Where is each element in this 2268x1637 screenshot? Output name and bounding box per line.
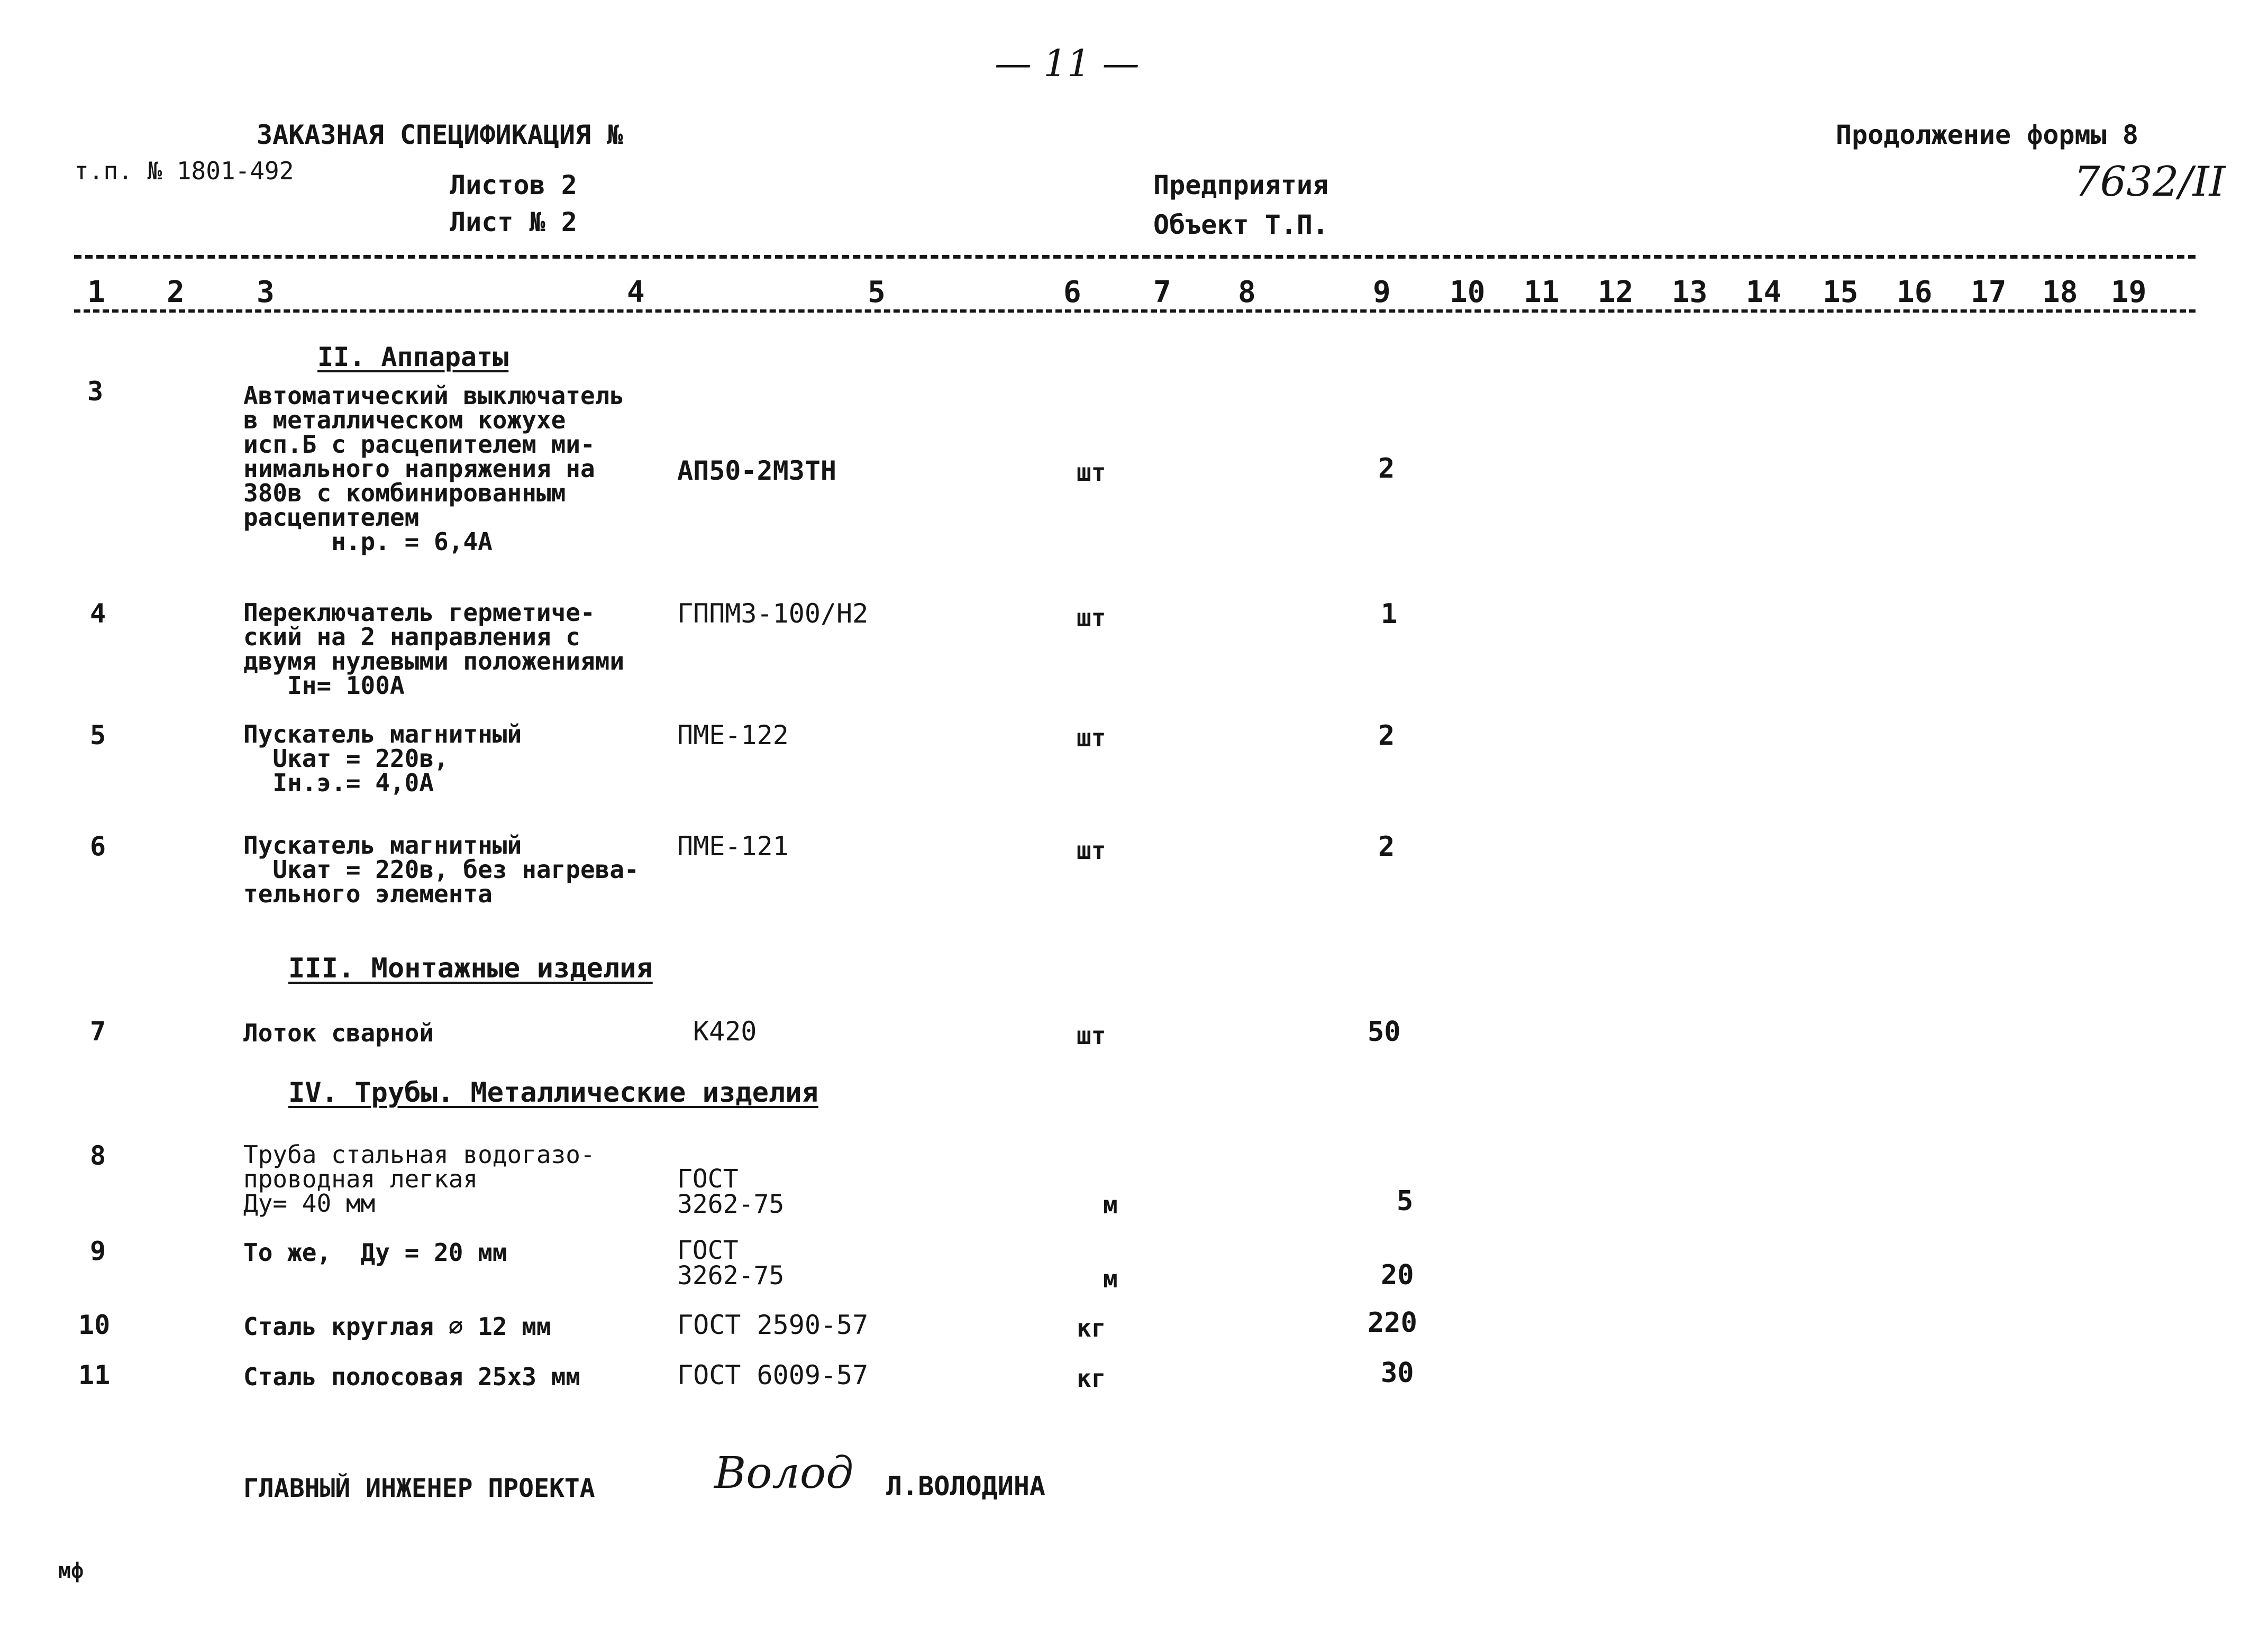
section-mounting: [288, 955, 653, 982]
col-7: 7: [1153, 275, 1171, 309]
row-3-pos: 3: [87, 376, 104, 407]
row-10-name: Сталь круглая ∅ 12 мм: [243, 1312, 551, 1341]
archive-mark: мф: [58, 1559, 84, 1583]
handwritten-code: 7632/II: [2074, 158, 2226, 206]
row-8-type: ГОСТ 3262-75: [677, 1164, 785, 1219]
row-4-unit: шт: [1077, 603, 1106, 632]
row-5-type: ПМЕ-122: [677, 720, 789, 751]
row-3-qty: 2: [1378, 453, 1395, 484]
row-8-unit: м: [1103, 1191, 1118, 1219]
row-7-name: Лоток сварной: [243, 1019, 434, 1047]
col-16: 16: [1897, 275, 1933, 309]
row-4-qty: 1: [1381, 598, 1398, 630]
sheets-total: Листов 2: [450, 170, 577, 200]
col-12: 12: [1598, 275, 1634, 309]
col-18: 18: [2042, 275, 2078, 309]
row-7-pos: 7: [90, 1016, 106, 1047]
section-pipes: IV. Трубы. Металлические изделия: [288, 1077, 818, 1109]
row-7-unit: шт: [1077, 1021, 1106, 1050]
row-11-unit: кг: [1077, 1364, 1106, 1393]
row-11-pos: 11: [78, 1360, 111, 1391]
signature: Волод: [714, 1448, 854, 1498]
col-4: 4: [627, 275, 645, 309]
col-9: 9: [1373, 275, 1391, 309]
col-6: 6: [1063, 275, 1081, 309]
col-15: 15: [1823, 275, 1859, 309]
engineer-name: Л.ВОЛОДИНА: [886, 1471, 1046, 1502]
top-rule: [74, 255, 2196, 259]
page-number: — 11 —: [995, 42, 1140, 85]
col-13: 13: [1672, 275, 1708, 309]
section-mounting-text: III. Монтажные изделия: [288, 953, 653, 984]
row-6-pos: 6: [90, 831, 106, 862]
row-6-name: Пускатель магнитный Uкат = 220в, без нагрева- тельного элемента: [243, 831, 639, 908]
doc-number: т.п. № 1801-492: [74, 157, 294, 185]
spec-title: ЗАКАЗНАЯ СПЕЦИФИКАЦИЯ №: [257, 120, 623, 150]
col-1: 1: [87, 275, 105, 309]
col-10: 10: [1450, 275, 1486, 309]
row-5-name: Пускатель магнитный Uкат = 220в, Iн.э.= 4,0А: [243, 720, 522, 797]
col-3: 3: [257, 275, 275, 309]
enterprise-label: Предприятия: [1153, 170, 1329, 200]
row-8-pos: 8: [90, 1140, 106, 1171]
row-10-qty: 220: [1368, 1307, 1417, 1339]
row-9-name: То же, Ду = 20 мм: [243, 1238, 507, 1267]
row-10-type: ГОСТ 2590-57: [677, 1310, 869, 1340]
row-11-name: Сталь полосовая 25х3 мм: [243, 1362, 580, 1391]
row-5-qty: 2: [1378, 720, 1395, 752]
row-4-type: ГППМЗ-100/Н2: [677, 598, 869, 629]
row-4-name: Переключатель герметиче- ский на 2 направления с двумя нулевыми положениями Iн= 100А: [243, 598, 625, 700]
row-6-unit: шт: [1077, 836, 1106, 865]
col-11: 11: [1524, 275, 1560, 309]
column-number-rule: [74, 309, 2196, 313]
col-5: 5: [868, 275, 886, 309]
col-2: 2: [167, 275, 185, 309]
row-10-unit: кг: [1077, 1314, 1106, 1342]
sheet-number: Лист № 2: [450, 207, 577, 237]
row-11-type: ГОСТ 6009-57: [677, 1360, 869, 1391]
row-6-type: ПМЕ-121: [677, 831, 789, 862]
col-19: 19: [2111, 275, 2147, 309]
col-17: 17: [1971, 275, 2007, 309]
row-4-pos: 4: [90, 598, 106, 629]
row-11-qty: 30: [1381, 1357, 1414, 1389]
form-continuation: Продолжение формы 8: [1836, 120, 2138, 150]
row-3-type: АП50-2МЗТН: [677, 455, 837, 486]
col-14: 14: [1746, 275, 1782, 309]
row-3-unit: шт: [1077, 458, 1106, 487]
row-9-unit: м: [1103, 1265, 1118, 1293]
row-10-pos: 10: [78, 1310, 111, 1340]
row-3-name: Автоматический выключатель в металлическом кожухе исп.Б с расцепителем ми- нимального напряжения на 380в с комбинированным расцепителем н.р. = 6,4А: [243, 381, 625, 556]
chief-engineer-label: ГЛАВНЫЙ ИНЖЕНЕР ПРОЕКТА: [243, 1474, 595, 1503]
row-9-qty: 20: [1381, 1259, 1414, 1291]
object-label: Объект Т.П.: [1153, 209, 1329, 240]
section-apparatus: II. Аппараты: [317, 342, 509, 372]
row-5-pos: 5: [90, 720, 106, 751]
row-7-qty: 50: [1368, 1016, 1401, 1048]
row-8-name: Труба стальная водогазо- проводная легкая Ду= 40 мм: [243, 1140, 595, 1218]
row-9-pos: 9: [90, 1236, 106, 1266]
row-8-qty: 5: [1397, 1185, 1414, 1217]
col-8: 8: [1238, 275, 1256, 309]
row-5-unit: шт: [1077, 724, 1106, 752]
row-6-qty: 2: [1378, 831, 1395, 863]
row-9-type: ГОСТ 3262-75: [677, 1236, 785, 1291]
row-7-type: К420: [693, 1016, 757, 1047]
